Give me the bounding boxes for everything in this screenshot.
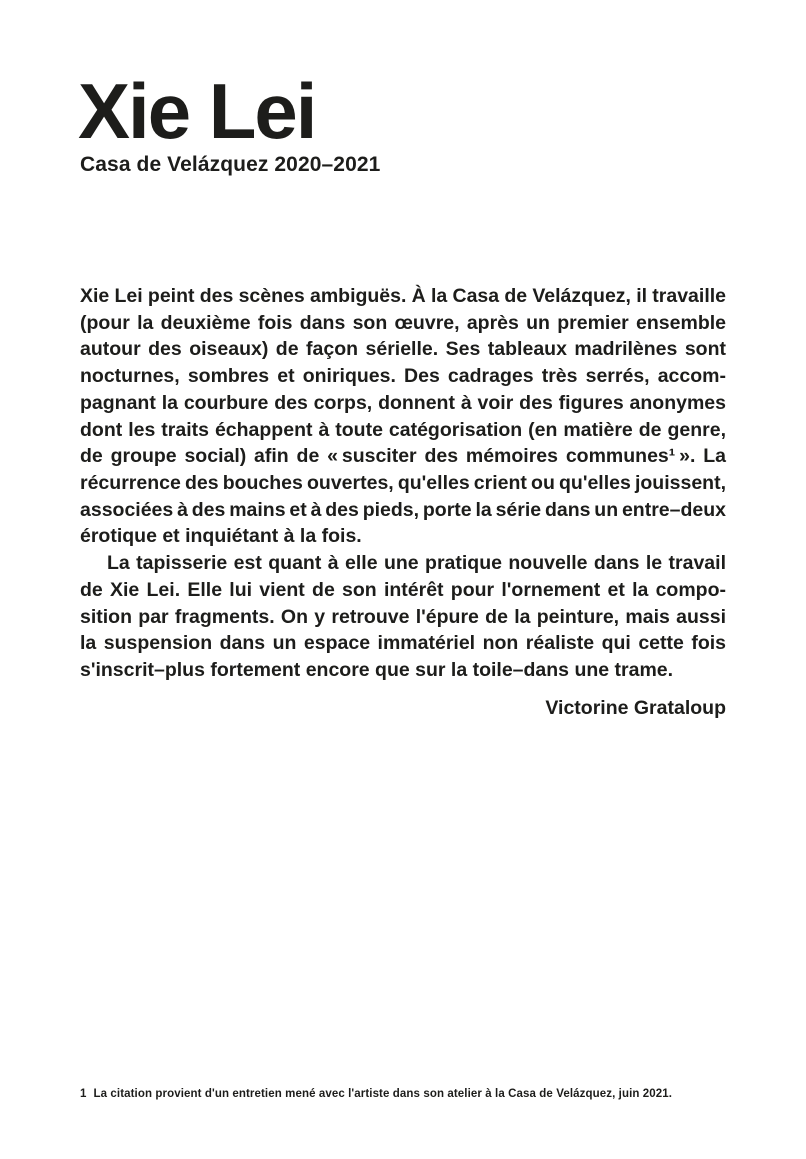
body-line: [80, 390, 726, 417]
body-line: [80, 417, 726, 444]
body-line-text: Xie Lei peint des scènes ambiguës. À la Casa de Velázquez, il travaille: [80, 285, 726, 307]
page-subtitle: Casa de Velázquez 2020–2021: [80, 153, 381, 176]
body-line-text: de Xie Lei. Elle lui vient de son intérêt pour l'ornement et la compo-: [80, 578, 726, 601]
body-line-text: la suspension dans un espace immatériel non réaliste qui cette fois: [80, 632, 726, 655]
body-line: [80, 497, 726, 524]
body-line-text: récurrence des bouches ouvertes, qu'elles crient ou qu'elles jouissent,: [80, 472, 726, 495]
body-line: [80, 363, 726, 390]
author-credit: Victorine Grataloup: [545, 697, 726, 719]
footnote: [80, 1087, 760, 1101]
body-line: [80, 523, 726, 550]
body-line: [80, 657, 726, 684]
body-line-text: érotique et inquiétant à la fois.: [80, 525, 362, 548]
body-line-text: pagnant la courbure des corps, donnent à voir des figures anonymes: [80, 391, 726, 414]
body-line: [80, 310, 726, 337]
body-line-text: La tapisserie est quant à elle une pratique nouvelle dans le travail: [107, 552, 726, 575]
body-line-text: sition par fragments. On y retrouve l'épure de la peinture, mais aussi: [80, 605, 726, 628]
body-line-text: autour des oiseaux) de façon sérielle. Ses tableaux madrilènes sont: [80, 338, 726, 361]
body-line-text: de groupe social) afin de « susciter des mémoires communes¹ ». La: [80, 445, 726, 468]
body-line: [80, 550, 726, 577]
body-line: [80, 443, 726, 470]
body-line: [80, 336, 726, 363]
body-line: [80, 283, 726, 310]
page-title: Xie Lei: [78, 67, 316, 155]
body-line-text: s'inscrit–plus fortement encore que sur la toile–dans une trame.: [80, 659, 674, 682]
body-line-text: associées à des mains et à des pieds, porte la série dans un entre–deux: [80, 498, 726, 521]
footnote-number: 1: [80, 1088, 87, 1100]
footnote-text: La citation provient d'un entretien mené avec l'artiste dans son atelier à la Casa de Velázquez, juin 2021.: [93, 1088, 673, 1100]
body-line: [80, 470, 726, 497]
body-line-text: nocturnes, sombres et oniriques. Des cadrages très serrés, accom-: [80, 365, 726, 388]
body-line-text: (pour la deuxième fois dans son œuvre, après un premier ensemble: [80, 311, 726, 334]
body-line-text: dont les traits échappent à toute catégorisation (en matière de genre,: [80, 418, 726, 441]
body-line: [80, 604, 726, 631]
body-line: [80, 577, 726, 604]
body-line: [80, 630, 726, 657]
body-text: [80, 283, 726, 684]
